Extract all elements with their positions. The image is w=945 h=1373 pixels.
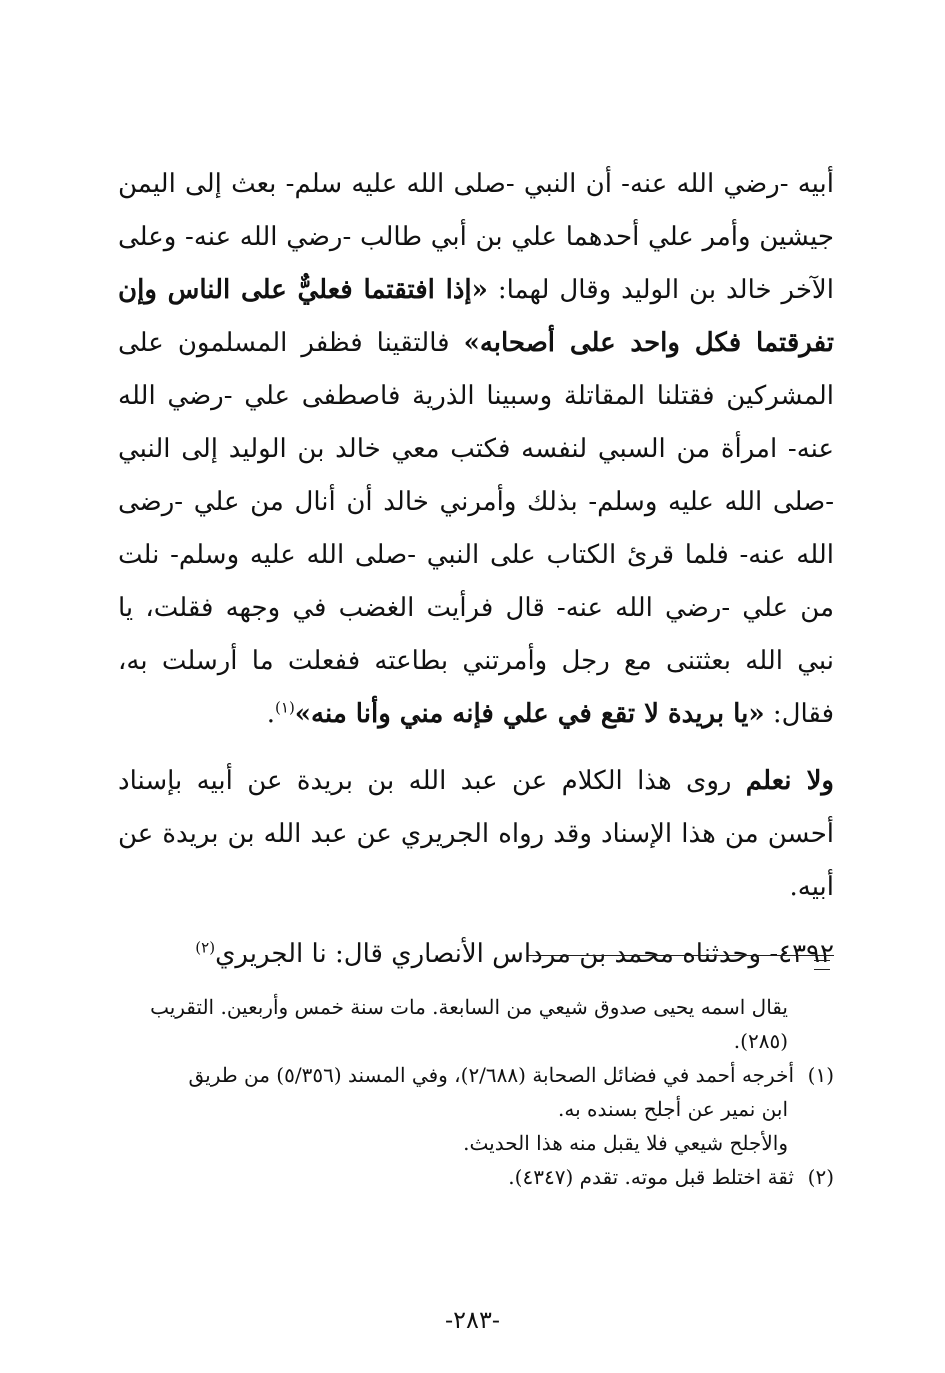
footnote-ref-1: (١) bbox=[275, 698, 295, 717]
footnote-text: أخرجه أحمد في فضائل الصحابة (٢/٦٨٨)، وفي المسند (٥/٣٥٦) من طريق bbox=[188, 1063, 794, 1087]
footnote-continuation: يقال اسمه يحيى صدوق شيعي من السابعة. مات سنة خمس وأربعين. التقريب bbox=[150, 995, 788, 1019]
text-segment: . bbox=[266, 699, 276, 729]
footnote-continuation: (٢٨٥). bbox=[733, 1029, 788, 1053]
hadith-quote-bold: «يا بريدة لا تقع في علي فإنه مني وأنا منه» bbox=[294, 699, 765, 729]
text-segment: فالتقينا فظفر المسلمون على المشركين فقتلنا المقاتلة وسبينا الذرية فاصطفى علي -رضي الله عنه- امرأة من السبي لنفسه فكتب معي خالد بن الوليد إلى النبي -صلى الله عليه وسلم- بذلك وأمرني خالد أن أنال من علي -رضى الله عنه- فلما قرئ الكتاب على النبي -صلى الله عليه وسلم- نلت من علي -رضي الله عنه- قال فرأيت الغضب في وجهه فقلت، يا نبي الله بعثتنى مع رجل وأمرتني بطاعته ففعلت ما أرسلت به، فقال: bbox=[118, 328, 834, 729]
text-segment: أبيه -رضي الله عنه- أن النبي -صلى الله عليه سلم- بعث إلى اليمن جيشين وأمر علي أحدهما علي بن أبي طالب -رضي الله عنه- وعلى الآخر خالد بن الوليد وقال لهما: bbox=[118, 169, 834, 305]
commentary-lead-bold: ولا نعلم bbox=[745, 766, 834, 796]
footnotes bbox=[118, 990, 834, 1194]
continuation-mark bbox=[814, 960, 830, 970]
footnote-text: ثقة اختلط قبل موته. تقدم (٤٣٤٧). bbox=[508, 1165, 794, 1189]
footnote-1-line: ابن نمير عن أجلح بسنده به. bbox=[557, 1097, 788, 1121]
commentary-paragraph bbox=[118, 755, 834, 914]
footnote-separator bbox=[528, 955, 834, 956]
hadith-paragraph bbox=[118, 158, 834, 741]
page-number: -٢٨٣- bbox=[445, 1306, 500, 1334]
footnote-2 bbox=[118, 1160, 834, 1194]
footnote-number: (٢) bbox=[807, 1165, 834, 1189]
text-segment: ٤٣٩٢- وحدثناه محمد بن مرداس الأنصاري قال: نا الجريري bbox=[215, 939, 834, 969]
hadith-quote-bold: «إذا افتقتما فعليٌّ على الناس وإن تفرقتما فكل واحد على أصحابه» bbox=[118, 275, 834, 358]
footnote-number: (١) bbox=[807, 1063, 834, 1087]
text-segment: روى هذا الكلام عن عبد الله بن بريدة عن أبيه بإسناد أحسن من هذا الإسناد وقد رواه الجريري عن عبد الله بن بريدة عن أبيه. bbox=[118, 766, 834, 902]
footnote-ref-2: (٢) bbox=[195, 938, 216, 957]
main-text bbox=[118, 158, 834, 981]
footnote-1 bbox=[118, 1058, 834, 1092]
footnote-1-line: والأجلح شيعي فلا يقبل منه هذا الحديث. bbox=[463, 1131, 788, 1155]
